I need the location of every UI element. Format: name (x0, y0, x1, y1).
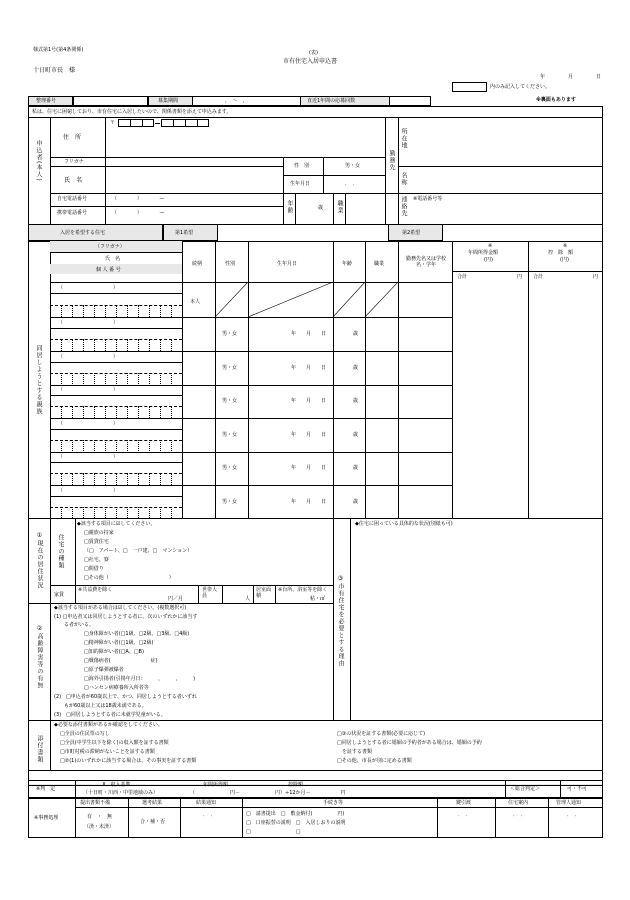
id-digit-divider (116, 440, 117, 451)
id-digit-divider (72, 473, 73, 485)
income-mark: ※ (488, 243, 493, 249)
income-calc[interactable]: （ 円－ 円）÷12か月－ 円 (190, 790, 346, 796)
id-digit-divider (160, 440, 161, 451)
row-age-unit: 歳 (353, 365, 359, 371)
disability-physical[interactable]: □身体障がい者(□1級、□2級、□3級、□4級) (84, 631, 190, 637)
id-digit-divider (116, 339, 117, 351)
id-digit-divider (72, 373, 73, 384)
address-label: 住 所 (63, 134, 82, 141)
option-other[interactable]: □その他（ ） (84, 575, 174, 581)
doc-other[interactable]: □その他、市長が別に定める書類 (337, 758, 412, 764)
disability-intellectual[interactable]: □知的障がい者(□A、□B) (84, 649, 144, 655)
process-step-2[interactable]: □ 口座振替の説明 □ 入居しおりの説明 (246, 820, 346, 826)
job-label: 職業 (336, 200, 343, 214)
option-relative-home[interactable]: □親族の持家 (84, 530, 114, 536)
row-birthdate[interactable]: 年 月 日 (291, 365, 327, 371)
id-digit-divider (138, 440, 139, 451)
first-wish-field[interactable] (218, 224, 388, 241)
id-digit-divider (83, 339, 84, 351)
date-month: 月 (568, 74, 574, 80)
id-digit-divider (72, 406, 73, 418)
id-digit-divider (160, 373, 161, 384)
id-digit-divider (83, 473, 84, 485)
row-furigana[interactable]: （ ） (58, 454, 119, 460)
relation-label: 続柄 (192, 261, 203, 267)
page-side: (表) (309, 50, 318, 56)
reason-section-label: ③市有住宅を必要とする理由 (337, 575, 344, 667)
gender-label: 性 別 (294, 163, 310, 169)
row-gender[interactable]: 男・女 (222, 365, 238, 371)
declaration: 私は、住宅に困窮しており、市有住宅に入居したいので、関係書類を添えて申込みます。 (32, 109, 232, 115)
family-gender-label: 性別 (225, 261, 236, 267)
id-digit-divider (94, 406, 95, 418)
deduct-unit: (円) (560, 257, 569, 263)
disability-repatriate[interactable]: □海外引揚者(引揚年月日： ， ， ) (84, 676, 196, 682)
id-digit-divider (61, 440, 62, 451)
id-digit-divider (83, 406, 84, 418)
disability-item-2[interactable]: (2) □申込者が60歳以上で、かつ、同居しようとする者いずれ (54, 694, 197, 700)
doc-residence[interactable]: □全員の住民票の写し (60, 731, 110, 737)
income-label: 年間所得金額 (468, 250, 499, 256)
id-digit-divider (116, 305, 117, 317)
income-total-unit: 円 (517, 274, 523, 280)
name-label: 氏 名 (64, 177, 83, 184)
id-digit-divider (171, 473, 172, 485)
id-digit-divider (149, 373, 150, 384)
family-section-label: 同居しようとする親族 (35, 345, 42, 415)
living-section-label: ①現在の居住状況 (36, 532, 43, 589)
overall-judgement: ＜総合判定＞ (510, 786, 541, 792)
row-age-unit: 歳 (353, 465, 359, 471)
id-digit-divider (138, 373, 139, 384)
id-digit-divider (116, 406, 117, 418)
option-rental[interactable]: □賃貸住宅 (84, 539, 109, 545)
income-total-label: 合計 (457, 274, 468, 280)
reason-field[interactable] (350, 528, 603, 720)
process-docs-done[interactable]: （済・未済） (84, 824, 115, 830)
id-digit-divider (149, 473, 150, 485)
id-digit-divider (149, 507, 150, 518)
id-digit-divider (149, 305, 150, 317)
id-digit-divider (127, 440, 128, 451)
row-age-unit: 歳 (353, 331, 359, 337)
row-gender[interactable]: 男・女 (222, 331, 238, 337)
id-digit-divider (171, 406, 172, 418)
back-note: ※裏面もあります (536, 97, 576, 103)
id-digit-divider (127, 373, 128, 384)
id-digit-divider (160, 406, 161, 418)
annual-income-label: 年間所得額 (203, 782, 229, 788)
row-gender[interactable]: 男・女 (222, 398, 238, 404)
income-standard: Ⅱ．収入基準 (103, 782, 131, 788)
row-furigana[interactable]: （ ） (58, 320, 119, 326)
row-birthdate[interactable]: 年 月 日 (291, 432, 327, 438)
row-furigana[interactable]: （ ） (58, 387, 119, 393)
process-h-guide: 住宅案内 (508, 800, 529, 806)
option-company-house[interactable]: □社宅、寮 (84, 557, 109, 563)
disability-hansen[interactable]: □ハンセン病療養所入所者等 (84, 685, 149, 691)
id-digit-divider (61, 507, 62, 518)
area-unit: 帖・㎡ (310, 596, 326, 602)
mobile-tel-value[interactable]: （ ） — (112, 210, 165, 216)
process-h-notice: 結果通知 (196, 800, 217, 806)
id-digit-divider (105, 473, 106, 485)
period-label: 募集期間 (158, 98, 179, 104)
process-h-manager: 管理人通知 (556, 800, 582, 806)
home-tel-value[interactable]: （ ） — (112, 196, 165, 202)
disability-mental[interactable]: □精神障がい者(□1級、□2級) (84, 640, 154, 646)
family-id-label: 個 人 番 号 (96, 267, 121, 273)
process-notice-date[interactable]: ． ． (203, 812, 216, 818)
family-job-label: 職業 (374, 261, 385, 267)
id-digit-divider (138, 305, 139, 317)
id-digit-divider (138, 473, 139, 485)
id-digit-divider (171, 507, 172, 518)
apply-count-label: 直近1年間の応募回数 (307, 98, 356, 104)
process-h-procedure: 手続き等 (323, 800, 344, 806)
id-digit-divider (149, 406, 150, 418)
id-digit-divider (105, 406, 106, 418)
id-digit-divider (149, 440, 150, 451)
id-digit-divider (83, 507, 84, 518)
disability-atomic[interactable]: □原子爆弾被爆者 (84, 667, 124, 673)
birthdate-label: 生年月日 (290, 181, 311, 187)
contact-label: 連絡先 (400, 196, 407, 217)
id-digit-divider (138, 339, 139, 351)
doc-marriage-b: を証する書類 (337, 749, 373, 755)
row-furigana[interactable]: （ ） (58, 488, 119, 494)
family-furigana-label: （フリガナ） (95, 244, 125, 250)
disability-item-1b: る者がいる。 (54, 622, 95, 628)
deduct-label: 控 除 額 (548, 250, 574, 256)
applicant-section-label: 申込者(本人) (35, 140, 42, 182)
docs-section-label: 添付書類 (36, 735, 43, 763)
age-label: 年齢 (286, 200, 293, 214)
reg-no-label: 整理番号 (36, 98, 57, 104)
row-birthdate[interactable]: 年 月 日 (291, 331, 327, 337)
process-h-docs: 提出書類不備 (80, 800, 111, 806)
id-digit-divider (72, 339, 73, 351)
id-digit-divider (61, 305, 62, 317)
id-digit-divider (94, 373, 95, 384)
form-number: 様式第1号(第4条関係) (33, 47, 84, 53)
wish-label: 入居を希望する住宅 (60, 230, 106, 236)
workplace-address-label: 所在地 (400, 128, 407, 149)
disability-item-1[interactable]: (1) □申込者又は同居しようとする者に、次のいずれかに該当す (54, 614, 198, 620)
id-digit-divider (127, 473, 128, 485)
id-digit-divider (127, 507, 128, 518)
household-unit: 人 (245, 596, 251, 602)
doc-income[interactable]: □全員(中学生以下を除く)の収入額を証する書類 (60, 740, 169, 746)
row-gender[interactable]: 男・女 (222, 432, 238, 438)
id-digit-divider (116, 507, 117, 518)
id-digit-divider (138, 507, 139, 518)
option-rental-types[interactable]: （□ アパート、□ 一戸建、□ マンション） (84, 548, 193, 554)
id-digit-divider (127, 406, 128, 418)
id-digit-divider (160, 339, 161, 351)
rent-unit: 円／月 (168, 596, 184, 602)
address-field[interactable] (105, 117, 385, 157)
addressee: 十日町市長 様 (33, 67, 76, 74)
gender-options[interactable]: 男・女 (345, 163, 361, 169)
area-label: 居室面積 (256, 587, 272, 599)
workplace-label: 勤務先 (388, 150, 395, 171)
reason-note: ◆住宅に困っている具体的な状況(別紙も可) (355, 521, 453, 527)
birthdate-value[interactable]: ． ． (345, 181, 358, 187)
process-key-date[interactable]: ． ． (458, 812, 471, 818)
id-digit-divider (72, 440, 73, 451)
id-digit-divider (171, 305, 172, 317)
id-digit-divider (105, 507, 106, 518)
process-manager-date[interactable]: ． ． (567, 812, 580, 818)
house-type-label: 住宅の種類 (57, 534, 64, 569)
id-digit-divider (116, 473, 117, 485)
id-digit-divider (149, 339, 150, 351)
id-digit-divider (105, 305, 106, 317)
row-birthdate[interactable]: 年 月 日 (291, 465, 327, 471)
id-digit-divider (83, 305, 84, 317)
mobile-tel-label: 携帯電話番号 (57, 210, 88, 216)
process-guide-date[interactable]: ． ． (513, 812, 526, 818)
overall-result[interactable]: 可・不可 (567, 786, 588, 792)
id-digit-divider (160, 473, 161, 485)
date-year: 年 (540, 74, 546, 80)
family-age-label: 年齢 (342, 261, 353, 267)
relation-self: 本人 (190, 299, 201, 305)
row-age-unit: 歳 (353, 499, 359, 505)
process-result-value[interactable]: 合・補・否 (140, 819, 166, 825)
id-digit-divider (171, 440, 172, 451)
id-digit-divider (105, 440, 106, 451)
self-diagonal-lines (215, 282, 398, 317)
doc-disability[interactable]: □②(1)のいずれかに該当する場合は、その事実を証する書類 (60, 758, 197, 764)
row-age-unit: 歳 (353, 398, 359, 404)
period-value: ， ～ ， (225, 98, 248, 104)
id-digit-divider (72, 507, 73, 518)
disability-note: ◆該当する項目がある場合は☑してください。(複数選択可) (54, 605, 187, 611)
row-age-unit: 歳 (353, 432, 359, 438)
income-unit: (円) (484, 257, 493, 263)
family-name-label: 氏 名 (105, 256, 121, 262)
area-note: ※台所、浴室等を除く (278, 587, 328, 593)
id-digit-divider (127, 305, 128, 317)
furigana-label: フリガナ (64, 159, 84, 165)
id-digit-divider (160, 305, 161, 317)
living-select-note: ◆該当する項目に☑してください。 (77, 521, 156, 527)
option-room-rent[interactable]: □間借り (84, 566, 104, 572)
row-birthdate[interactable]: 年 月 日 (291, 499, 327, 505)
id-digit-divider (72, 305, 73, 317)
id-digit-divider (94, 440, 95, 451)
id-digit-divider (171, 339, 172, 351)
process-step-1[interactable]: □ 請書提出 □ 敷金納付( 円) (246, 811, 345, 817)
process-label: ※事務処理 (34, 815, 59, 821)
postal-mark: 〒 (110, 120, 116, 126)
disability-item-2b: もが60歳以上又は18歳未満である。 (54, 703, 147, 709)
id-digit-divider (160, 507, 161, 518)
id-digit-divider (138, 406, 139, 418)
id-digit-divider (83, 440, 84, 451)
id-digit-divider (94, 305, 95, 317)
rent-label: 家賃 (54, 592, 65, 598)
process-h-key: 鍵引渡 (456, 800, 472, 806)
process-docs-value[interactable]: 有 ・ 無 (87, 814, 113, 820)
id-digit-divider (83, 373, 84, 384)
first-wish-label: 第1希望 (175, 230, 194, 236)
id-digit-divider (94, 473, 95, 485)
doc-marriage[interactable]: □同居しようとする者に婚姻の予約者がある場合は、婚姻の予約 (337, 740, 482, 746)
workplace-name-label: 名称 (400, 172, 407, 186)
docs-note: ◆必要な添付書類があるか確認をしてください。 (54, 722, 163, 728)
rent-note: ※共益費を除く (78, 587, 113, 593)
deduct-total-unit: 円 (593, 274, 599, 280)
form-title: 市有住宅入居申込書 (283, 58, 338, 65)
disability-section-label: ②高齢障害等の有無 (36, 625, 43, 689)
id-digit-divider (171, 373, 172, 384)
deduct-total-label: 合計 (533, 274, 544, 280)
date-day: 日 (596, 74, 602, 80)
process-step-3[interactable]: □ □ (246, 829, 301, 835)
row-birthdate[interactable]: 年 月 日 (291, 398, 327, 404)
contact-note: ※電話番号等 (413, 196, 443, 202)
id-digit-divider (61, 339, 62, 351)
age-unit: 歳 (318, 205, 324, 211)
household-label: 世帯人員 (202, 587, 218, 599)
id-digit-divider (61, 473, 62, 485)
doc-situation[interactable]: □③の状況を証する書類(必要に応じて) (337, 731, 426, 737)
disability-war[interactable]: □戦傷病者( 症) (84, 658, 158, 664)
legend-box (452, 82, 487, 92)
second-wish-label: 第2希望 (402, 230, 421, 236)
row-furigana[interactable]: （ ） (58, 285, 119, 291)
id-digit-divider (94, 339, 95, 351)
deduct-amount-label: 控除額 (288, 782, 304, 788)
row-furigana[interactable]: （ ） (58, 354, 119, 360)
id-digit-divider (94, 507, 95, 518)
family-birthdate-label: 生年月日 (277, 261, 298, 267)
id-digit-divider (105, 339, 106, 351)
id-digit-divider (61, 406, 62, 418)
reg-no-field[interactable] (73, 96, 148, 106)
id-digit-divider (127, 339, 128, 351)
workplace-school-label: 勤務先名又は学校名・学年 (405, 256, 446, 268)
row-furigana[interactable]: （ ） (58, 421, 119, 427)
deduct-mark: ※ (563, 243, 568, 249)
disability-item-3[interactable]: (3) □同居しようとする者に未就学児童がいる。 (54, 712, 166, 718)
second-wish-field[interactable] (443, 224, 603, 241)
income-standard-area: （十日町・川西・中里地域のみ） (83, 790, 159, 796)
doc-tax[interactable]: □市町村税の滞納がないことを証する書類 (60, 749, 155, 755)
judge-label: ※判 定 (36, 786, 56, 792)
id-digit-divider (105, 373, 106, 384)
id-digit-divider (61, 373, 62, 384)
legend-note: 内のみ記入してください。 (490, 84, 551, 90)
id-digit-divider (116, 373, 117, 384)
row-gender[interactable]: 男・女 (222, 465, 238, 471)
process-h-result: 選考結果 (142, 800, 163, 806)
row-gender[interactable]: 男・女 (222, 499, 238, 505)
home-tel-label: 自宅電話番号 (57, 196, 88, 202)
